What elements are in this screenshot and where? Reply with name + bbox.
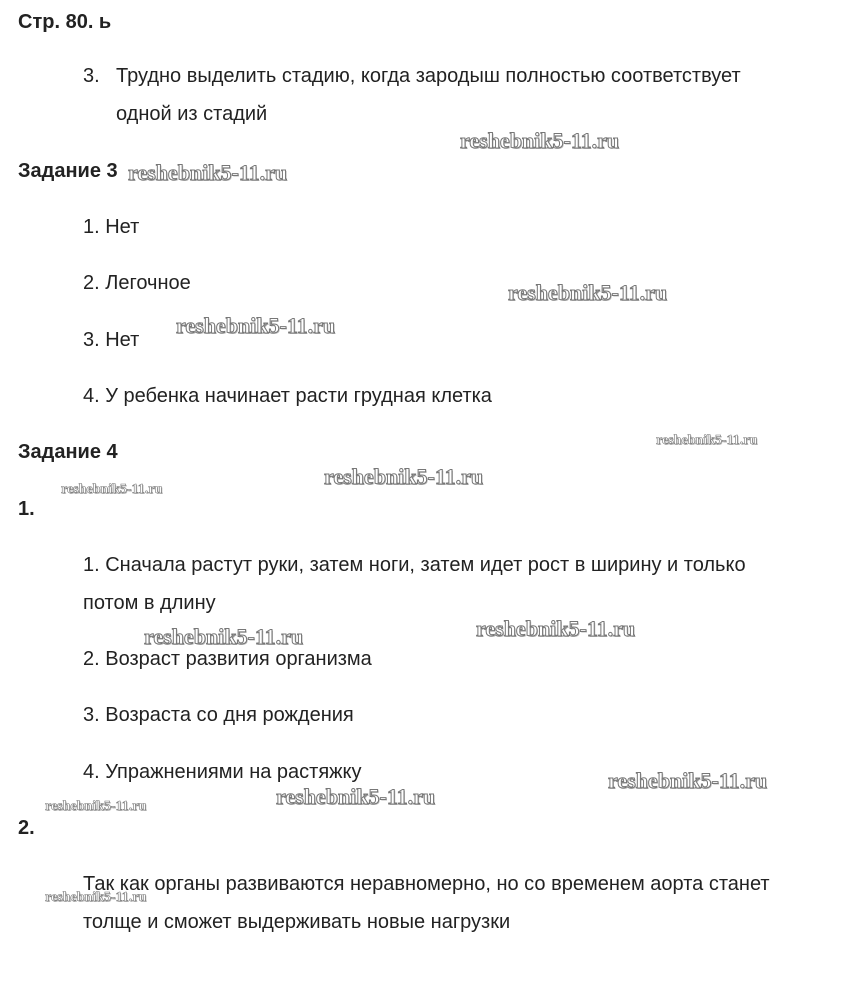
page-header: Стр. 80. ь xyxy=(18,11,112,33)
task4-part1-label: 1. xyxy=(18,498,35,520)
watermark: reshebnik5-11.ru xyxy=(476,616,636,641)
task3-title: Задание 3 xyxy=(18,160,118,182)
task4-part2-label: 2. xyxy=(18,817,35,839)
task4-answer-1-line2: потом в длину xyxy=(83,592,216,614)
task4-answer-2: 2. Возраст развития организма xyxy=(83,648,372,670)
task4-part2-line1: Так как органы развиваются неравномерно, но со временем аорта станет xyxy=(83,873,770,895)
watermark: reshebnik5-11.ru xyxy=(656,433,758,448)
task3-answer-4: 4. У ребенка начинает расти грудная клетка xyxy=(83,385,492,407)
task4-answer-1-line1: 1. Сначала растут руки, затем ноги, затем идет рост в ширину и только xyxy=(83,554,746,576)
watermark: reshebnik5-11.ru xyxy=(508,280,668,305)
watermark: reshebnik5-11.ru xyxy=(144,624,304,649)
task3-answer-2: 2. Легочное xyxy=(83,272,191,294)
watermark: reshebnik5-11.ru xyxy=(608,768,768,793)
watermark: reshebnik5-11.ru xyxy=(460,128,620,153)
watermark: reshebnik5-11.ru xyxy=(324,464,484,489)
item3-text-line1: Трудно выделить стадию, когда зародыш полностью соответствует xyxy=(116,65,741,87)
task4-answer-3: 3. Возраста со дня рождения xyxy=(83,704,354,726)
task4-answer-4: 4. Упражнениями на растяжку xyxy=(83,761,362,783)
watermark: reshebnik5-11.ru xyxy=(128,160,288,185)
task4-title: Задание 4 xyxy=(18,441,118,463)
watermark: reshebnik5-11.ru xyxy=(61,482,163,497)
watermark: reshebnik5-11.ru xyxy=(276,784,436,809)
watermark: reshebnik5-11.ru xyxy=(45,799,147,814)
item3-number: 3. xyxy=(83,65,100,87)
watermark: reshebnik5-11.ru xyxy=(176,313,336,338)
item3-text-line2: одной из стадий xyxy=(116,103,268,125)
task3-answer-3: 3. Нет xyxy=(83,329,140,351)
watermark: reshebnik5-11.ru xyxy=(45,890,147,905)
task3-answer-1: 1. Нет xyxy=(83,216,140,238)
task4-part2-line2: толще и сможет выдерживать новые нагрузки xyxy=(83,911,511,933)
